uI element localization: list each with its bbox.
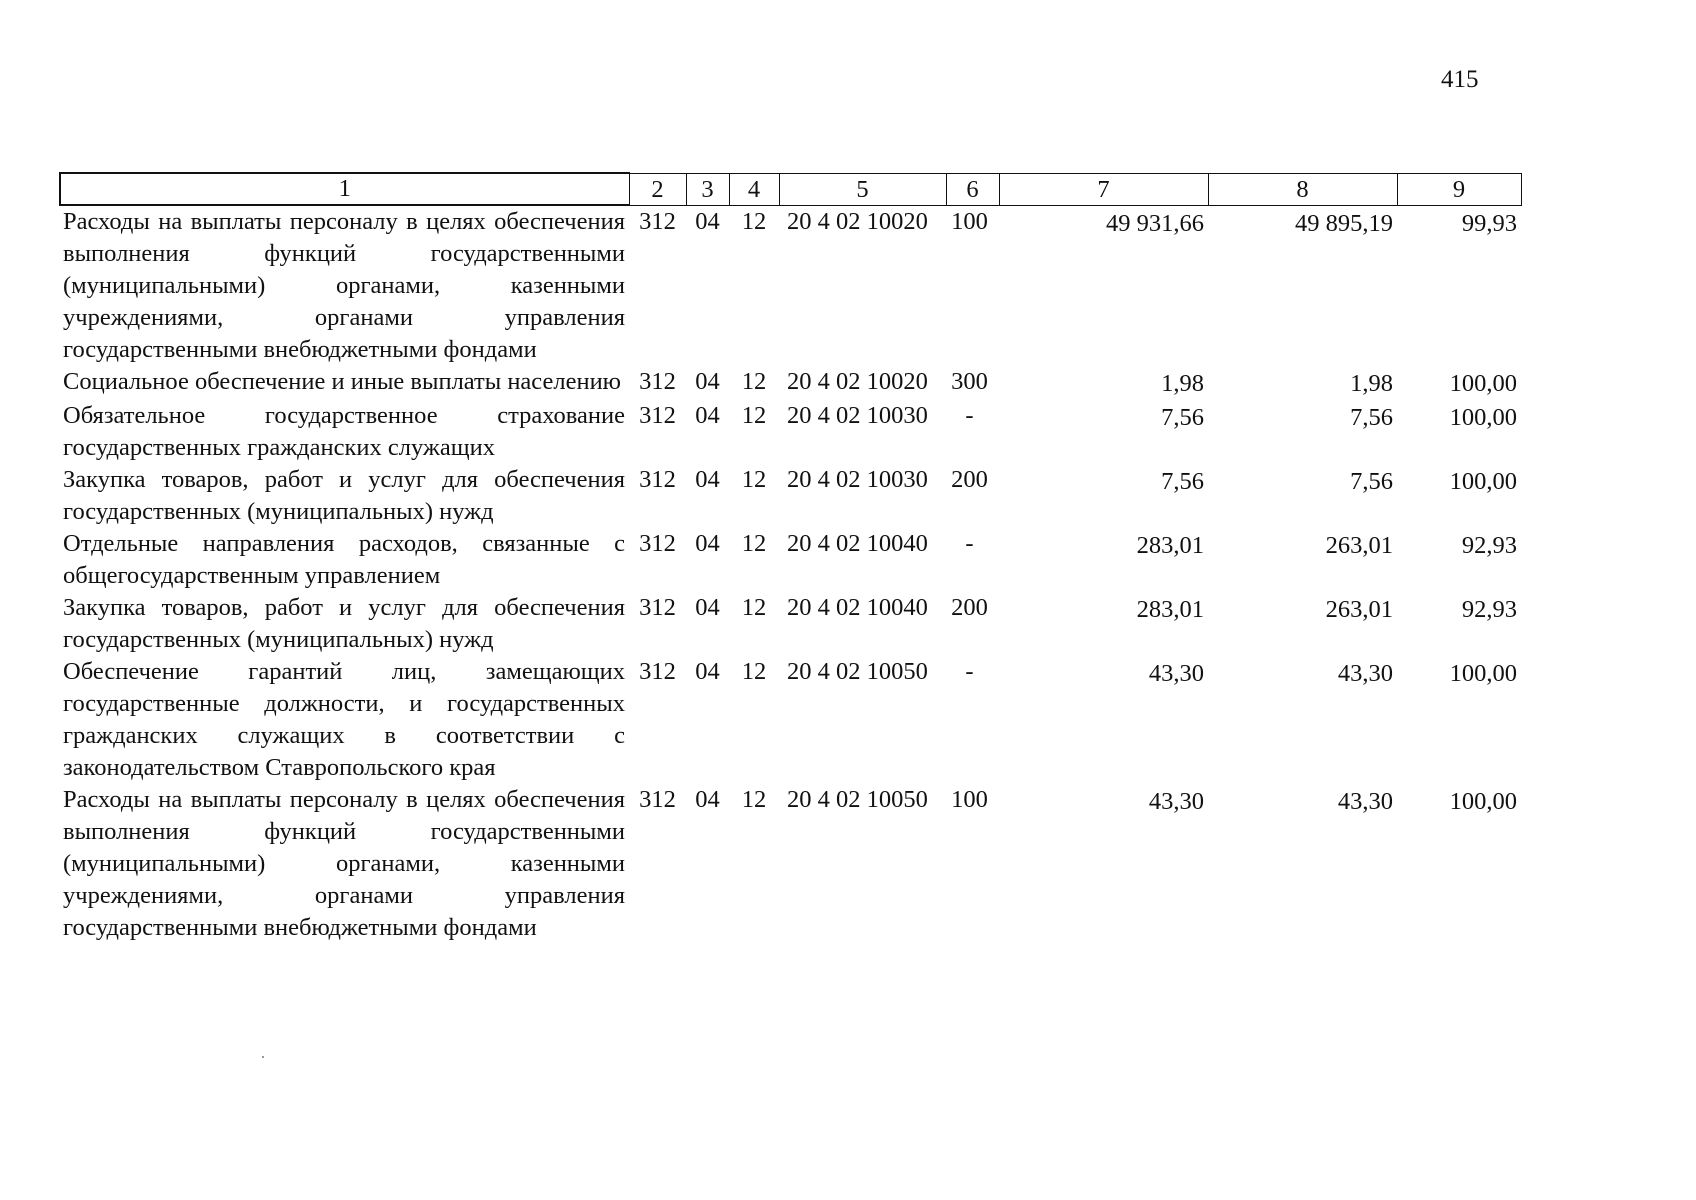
header-row [60, 173, 1521, 205]
cell-target-article: 20 4 02 10020 [787, 207, 928, 235]
cell-section: 04 [695, 530, 720, 557]
cell-expense-type: 200 [951, 466, 988, 493]
cell-section: 04 [695, 658, 720, 685]
cell-section: 04 [695, 207, 720, 235]
cell-expense-type: - [965, 530, 974, 557]
budget-table [59, 172, 1522, 944]
table-row [60, 528, 1521, 592]
row-description: Расходы на выплаты персоналу в целях обеспечения выполнения функций государственными (муниципальными) органами, казенными учреждениями, органами управления государственными внебюджетными фондами [63, 786, 625, 941]
column-header-4: 4 [729, 173, 779, 205]
cell-executed-amount: 263,01 [1325, 532, 1393, 559]
cell-execution-percent: 100,00 [1449, 404, 1517, 431]
column-header-5: 5 [779, 173, 946, 205]
cell-planned-amount: 7,56 [1161, 404, 1204, 431]
row-description: Расходы на выплаты персоналу в целях обеспечения выполнения функций государственными (муниципальными) органами, казенными учреждениями, органами управления государственными внебюджетными фондами [63, 208, 625, 363]
column-header-8: 8 [1208, 173, 1397, 205]
cell-target-article: 20 4 02 10050 [787, 658, 928, 685]
cell-planned-amount: 1,98 [1161, 370, 1204, 397]
cell-subsection: 12 [741, 594, 767, 621]
cell-planned-amount: 43,30 [1148, 660, 1204, 687]
cell-executed-amount: 7,56 [1350, 404, 1393, 431]
table-body [60, 205, 1521, 944]
cell-execution-percent: 100,00 [1449, 468, 1517, 495]
cell-planned-amount: 283,01 [1136, 596, 1204, 623]
table-row [60, 784, 1521, 944]
cell-planned-amount: 283,01 [1136, 532, 1204, 559]
cell-executed-amount: 7,56 [1350, 468, 1393, 495]
cell-executed-amount: 43,30 [1337, 660, 1393, 687]
cell-expense-type: 200 [951, 594, 988, 621]
row-description: Отдельные направления расходов, связанные с общегосударственным управлением [63, 530, 625, 589]
budget-table-container [59, 172, 1520, 944]
cell-expense-type: 100 [951, 786, 988, 813]
cell-executed-amount: 263,01 [1325, 596, 1393, 623]
cell-expense-type: 300 [951, 368, 988, 395]
cell-ministry-code: 312 [639, 530, 676, 557]
cell-planned-amount: 43,30 [1148, 788, 1204, 815]
cell-execution-percent: 92,93 [1461, 532, 1517, 559]
cell-target-article: 20 4 02 10030 [787, 402, 928, 429]
column-header-1: 1 [60, 173, 629, 205]
cell-execution-percent: 100,00 [1449, 370, 1517, 397]
cell-ministry-code: 312 [639, 368, 676, 395]
cell-subsection: 12 [741, 530, 767, 557]
table-row [60, 205, 1521, 366]
cell-section: 04 [695, 466, 720, 493]
row-description: Закупка товаров, работ и услуг для обеспечения государственных (муниципальных) нужд [63, 594, 625, 653]
cell-executed-amount: 1,98 [1350, 370, 1393, 397]
cell-ministry-code: 312 [639, 594, 676, 621]
column-header-9: 9 [1397, 173, 1521, 205]
cell-section: 04 [695, 594, 720, 621]
cell-subsection: 12 [741, 402, 767, 429]
table-row [60, 592, 1521, 656]
cell-ministry-code: 312 [639, 466, 676, 493]
cell-target-article: 20 4 02 10030 [787, 466, 928, 493]
cell-planned-amount: 49 931,66 [1106, 209, 1204, 237]
cell-target-article: 20 4 02 10020 [787, 368, 928, 395]
cell-target-article: 20 4 02 10040 [787, 594, 928, 621]
cell-ministry-code: 312 [639, 658, 676, 685]
cell-subsection: 12 [741, 207, 767, 235]
cell-planned-amount: 7,56 [1161, 468, 1204, 495]
page-number: 415 [1441, 66, 1479, 93]
cell-execution-percent: 100,00 [1449, 788, 1517, 815]
cell-execution-percent: 99,93 [1461, 209, 1517, 237]
cell-section: 04 [695, 402, 720, 429]
cell-section: 04 [695, 786, 720, 813]
cell-ministry-code: 312 [639, 402, 676, 429]
table-row [60, 656, 1521, 784]
cell-expense-type: 100 [951, 207, 988, 235]
row-description: Социальное обеспечение и иные выплаты населению [63, 368, 621, 395]
cell-subsection: 12 [741, 658, 767, 685]
column-header-3: 3 [686, 173, 729, 205]
table-row [60, 366, 1521, 400]
row-description: Закупка товаров, работ и услуг для обеспечения государственных (муниципальных) нужд [63, 466, 625, 525]
cell-execution-percent: 92,93 [1461, 596, 1517, 623]
cell-subsection: 12 [741, 786, 767, 813]
cell-executed-amount: 49 895,19 [1295, 209, 1393, 237]
cell-section: 04 [695, 368, 720, 395]
row-description: Обязательное государственное страхование государственных гражданских служащих [63, 402, 625, 461]
cell-subsection: 12 [741, 466, 767, 493]
cell-target-article: 20 4 02 10040 [787, 530, 928, 557]
cell-execution-percent: 100,00 [1449, 660, 1517, 687]
cell-subsection: 12 [741, 368, 767, 395]
cell-expense-type: - [965, 402, 974, 429]
cell-ministry-code: 312 [639, 207, 676, 235]
cell-ministry-code: 312 [639, 786, 676, 813]
column-header-6: 6 [946, 173, 999, 205]
cell-target-article: 20 4 02 10050 [787, 786, 928, 813]
column-header-7: 7 [999, 173, 1208, 205]
row-description: Обеспечение гарантий лиц, замещающих государственные должности, и государственных гражданских служащих в соответствии с законодательством Ставропольского края [63, 658, 625, 781]
column-header-2: 2 [629, 173, 686, 205]
scan-artifact-dot [262, 1056, 264, 1058]
table-row [60, 464, 1521, 528]
cell-executed-amount: 43,30 [1337, 788, 1393, 815]
table-row [60, 400, 1521, 464]
cell-expense-type: - [965, 658, 974, 685]
table-header [60, 173, 1521, 205]
